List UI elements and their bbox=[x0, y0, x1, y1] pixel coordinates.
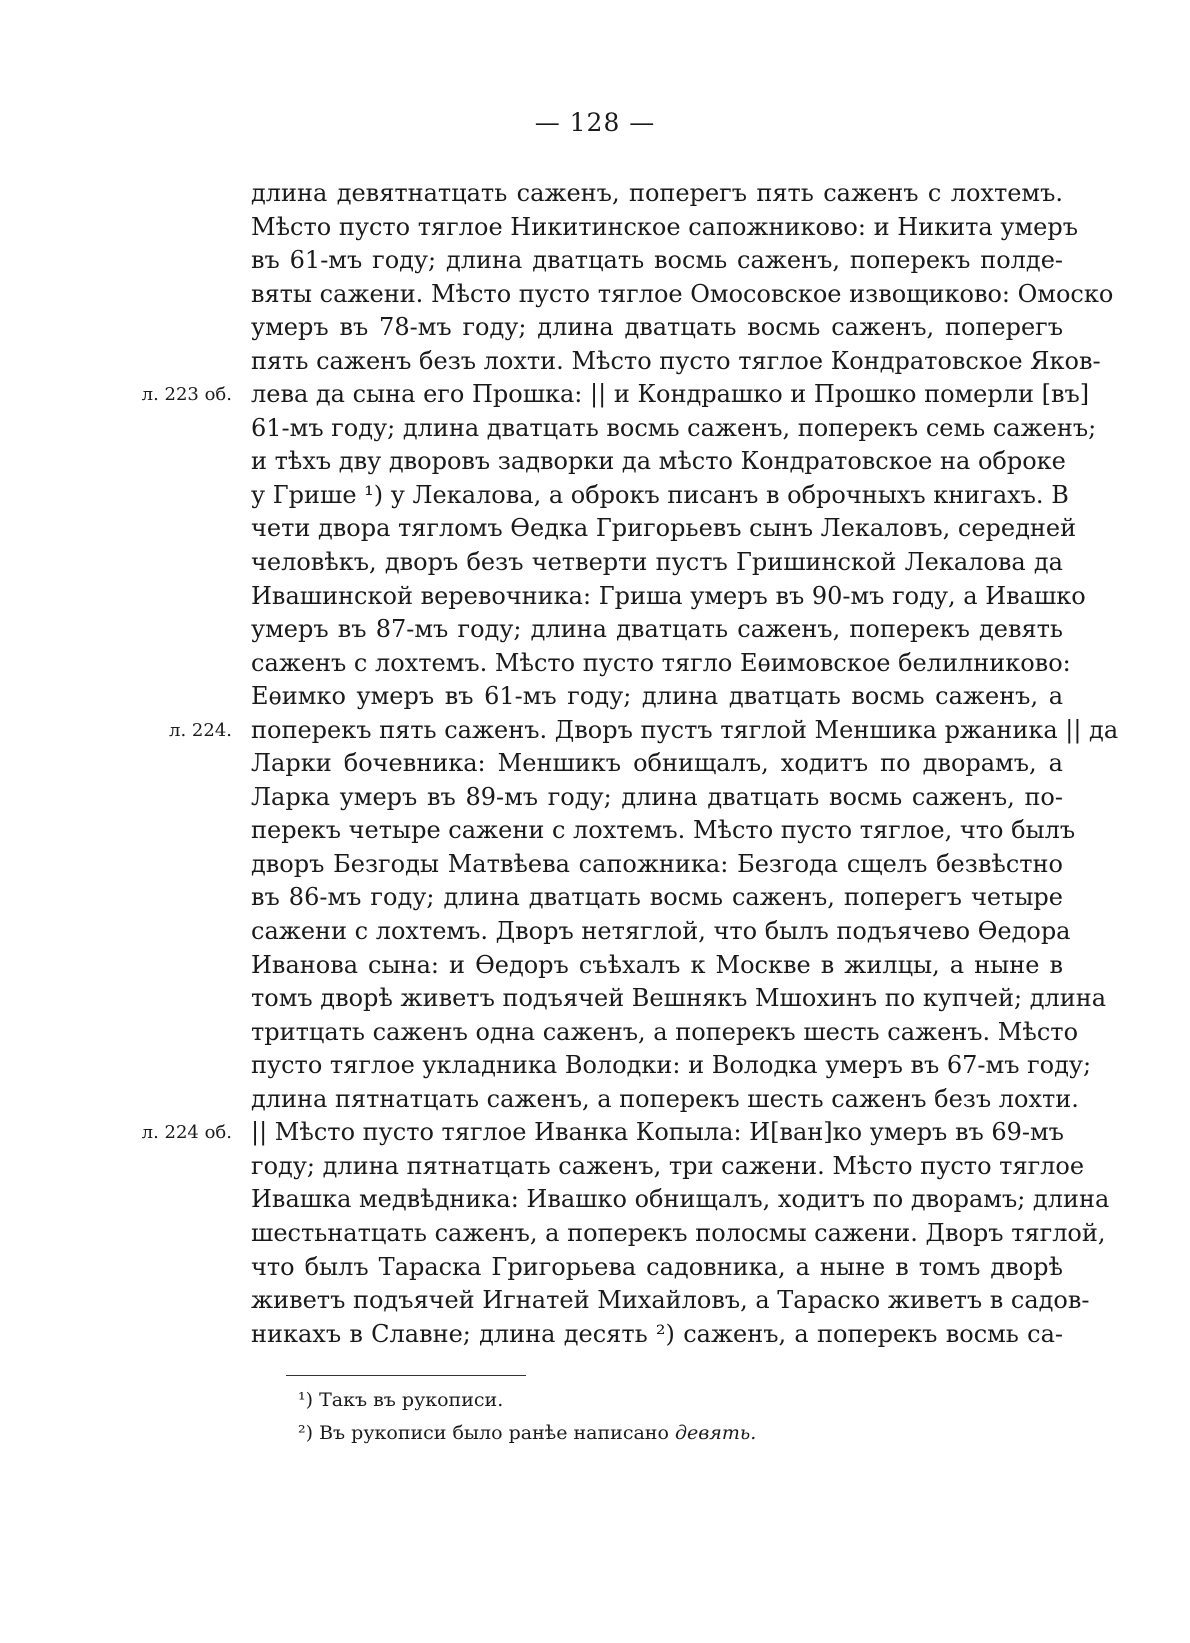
text-line bbox=[251, 1150, 1085, 1184]
text-line bbox=[141, 1116, 1064, 1150]
text-line bbox=[251, 1049, 1092, 1083]
text-line bbox=[169, 714, 1119, 748]
text-line bbox=[251, 915, 1071, 949]
text-line-content: Ивашинской веревочника: Гриша умеръ въ 90-мъ году, а Ивашко bbox=[251, 581, 1086, 610]
text-line bbox=[251, 278, 1114, 312]
text-line bbox=[251, 814, 1076, 848]
folio-margin-note: л. 224. bbox=[169, 719, 232, 741]
text-line-content: пусто тяглое укладника Володки: и Володка умеръ въ 67-мъ году; bbox=[251, 1051, 1092, 1080]
text-line bbox=[251, 1183, 1110, 1217]
text-line-content: что былъ Тараска Григорьева садовника, а ныне в томъ дворѣ bbox=[251, 1252, 1063, 1281]
text-line bbox=[251, 580, 1086, 614]
text-line-content: перекъ четыре сажени с лохтемъ. Мѣсто пусто тяглое, что былъ bbox=[251, 816, 1076, 845]
text-line-content: сажени с лохтемъ. Дворъ нетяглой, что былъ подъячево Ѳедора bbox=[251, 917, 1071, 946]
footnote bbox=[298, 1417, 998, 1450]
text-line bbox=[251, 512, 1077, 546]
text-line-content: шестьнатцать саженъ, а поперекъ полосмы сажени. Дворъ тяглой, bbox=[251, 1218, 1106, 1247]
footnote bbox=[298, 1384, 998, 1417]
footnote-mark: ²) bbox=[298, 1422, 314, 1444]
text-line-content: саженъ с лохтемъ. Мѣсто пусто тягло Еѳимовское белилниково: bbox=[251, 648, 1071, 677]
text-line-content: Ларки бочевника: Меншикъ обнищалъ, ходитъ по дворамъ, а bbox=[251, 749, 1063, 778]
text-line-content: чети двора тягломъ Ѳедка Григорьевъ сынъ Лекаловъ, середней bbox=[251, 514, 1077, 543]
text-line-content: никахъ в Славне; длина десять ²) саженъ, а поперекъ восмь са- bbox=[251, 1319, 1063, 1348]
text-line-content: лева да сына его Прошка: || и Кондрашко и Прошко померли [въ] bbox=[251, 380, 1090, 409]
text-line bbox=[251, 1217, 1106, 1251]
text-line bbox=[251, 848, 1063, 882]
text-line bbox=[251, 781, 1063, 815]
main-text bbox=[141, 177, 1119, 1351]
text-line bbox=[251, 177, 1063, 211]
text-line bbox=[251, 345, 1101, 379]
text-line-content: живетъ подъячей Игнатей Михайловъ, а Тараско живетъ в садов- bbox=[251, 1286, 1090, 1315]
text-line-content: Иванова сына: и Ѳедоръ съѣхалъ к Москве в жилцы, а ныне в bbox=[251, 950, 1063, 979]
text-line bbox=[251, 1251, 1063, 1285]
text-line bbox=[251, 949, 1063, 983]
text-line-content: году; длина пятнатцать саженъ, три сажени. Мѣсто пусто тяглое bbox=[251, 1151, 1085, 1180]
text-line-content: тритцать саженъ одна саженъ, а поперекъ шесть саженъ. Мѣсто bbox=[251, 1017, 1079, 1046]
text-line bbox=[251, 680, 1063, 714]
text-line bbox=[251, 479, 1069, 513]
text-line-content: Ивашка медвѣдника: Ивашко обнищалъ, ходитъ по дворамъ; длина bbox=[251, 1185, 1110, 1214]
text-line-content: дворъ Безгоды Матвѣева сапожника: Безгода сщелъ безвѣстно bbox=[251, 849, 1063, 878]
text-line-content: длина пятнатцать саженъ, а поперекъ шесть саженъ безъ лохти. bbox=[251, 1084, 1079, 1113]
text-line-content: 61-мъ году; длина дватцать восмь саженъ, поперекъ семь саженъ; bbox=[251, 413, 1097, 442]
text-line-content: умеръ въ 87-мъ году; длина дватцать саженъ, поперекъ девять bbox=[251, 615, 1063, 644]
text-line-content: человѣкъ, дворъ безъ четверти пустъ Гришинской Лекалова да bbox=[251, 548, 1063, 577]
text-line bbox=[251, 1318, 1063, 1352]
page-number: — 128 — bbox=[534, 108, 656, 137]
footnotes bbox=[298, 1384, 998, 1450]
text-line-content: || Мѣсто пусто тяглое Иванка Копыла: И[ван]ко умеръ въ 69-мъ bbox=[251, 1118, 1064, 1147]
text-line bbox=[251, 211, 1078, 245]
text-line bbox=[251, 445, 1066, 479]
text-line bbox=[251, 881, 1063, 915]
text-line-content: умеръ въ 78-мъ году; длина дватцать восмь саженъ, поперегъ bbox=[251, 313, 1063, 342]
text-line bbox=[251, 1284, 1090, 1318]
footnote-text: Такъ въ рукописи. bbox=[319, 1389, 504, 1411]
footnote-divider bbox=[286, 1375, 526, 1376]
text-line-content: длина девятнатцать саженъ, поперегъ пять саженъ с лохтемъ. bbox=[251, 179, 1063, 207]
footnote-text: Въ рукописи было ранѣе написано bbox=[319, 1422, 669, 1444]
text-line-content: и тѣхъ дву дворовъ задворки да мѣсто Кондратовское на оброке bbox=[251, 447, 1066, 476]
text-line-content: Еѳимко умеръ въ 61-мъ году; длина дватцать восмь саженъ, а bbox=[251, 682, 1063, 711]
text-line-content: томъ дворѣ живетъ подъячей Вешнякъ Мшохинъ по купчей; длина bbox=[251, 984, 1107, 1013]
text-line bbox=[251, 647, 1071, 681]
folio-margin-note: л. 224 об. bbox=[141, 1122, 232, 1144]
footnote-mark: ¹) bbox=[298, 1389, 314, 1411]
text-line bbox=[251, 311, 1063, 345]
text-line-content: въ 86-мъ году; длина дватцать восмь саженъ, поперегъ четыре bbox=[251, 883, 1063, 912]
text-line-content: поперекъ пять саженъ. Дворъ пустъ тяглой Меншика ржаника || да bbox=[251, 715, 1119, 744]
text-line-content: Ларка умеръ въ 89-мъ году; длина дватцать восмь саженъ, по- bbox=[251, 782, 1063, 811]
text-line bbox=[251, 1083, 1079, 1117]
text-line-content: у Грише ¹) у Лекалова, а оброкъ писанъ в оброчныхъ книгахъ. В bbox=[251, 480, 1069, 509]
text-line-content: пять саженъ безъ лохти. Мѣсто пусто тяглое Кондратовское Яков- bbox=[251, 346, 1101, 375]
folio-margin-note: л. 223 об. bbox=[141, 384, 232, 406]
text-line bbox=[251, 747, 1063, 781]
text-line bbox=[251, 412, 1097, 446]
text-line bbox=[141, 378, 1090, 412]
text-line bbox=[251, 1016, 1079, 1050]
text-line bbox=[251, 244, 1063, 278]
text-line bbox=[251, 613, 1063, 647]
text-line bbox=[251, 546, 1063, 580]
text-line-content: вяты сажени. Мѣсто пусто тяглое Омосовское извощиково: Омоско bbox=[251, 279, 1114, 308]
footnote-italic-text: девять. bbox=[674, 1422, 757, 1444]
text-line bbox=[251, 982, 1107, 1016]
text-line-content: въ 61-мъ году; длина дватцать восмь саженъ, поперекъ полде- bbox=[251, 246, 1063, 275]
text-line-content: Мѣсто пусто тяглое Никитинское сапожниково: и Никита умеръ bbox=[251, 212, 1078, 241]
